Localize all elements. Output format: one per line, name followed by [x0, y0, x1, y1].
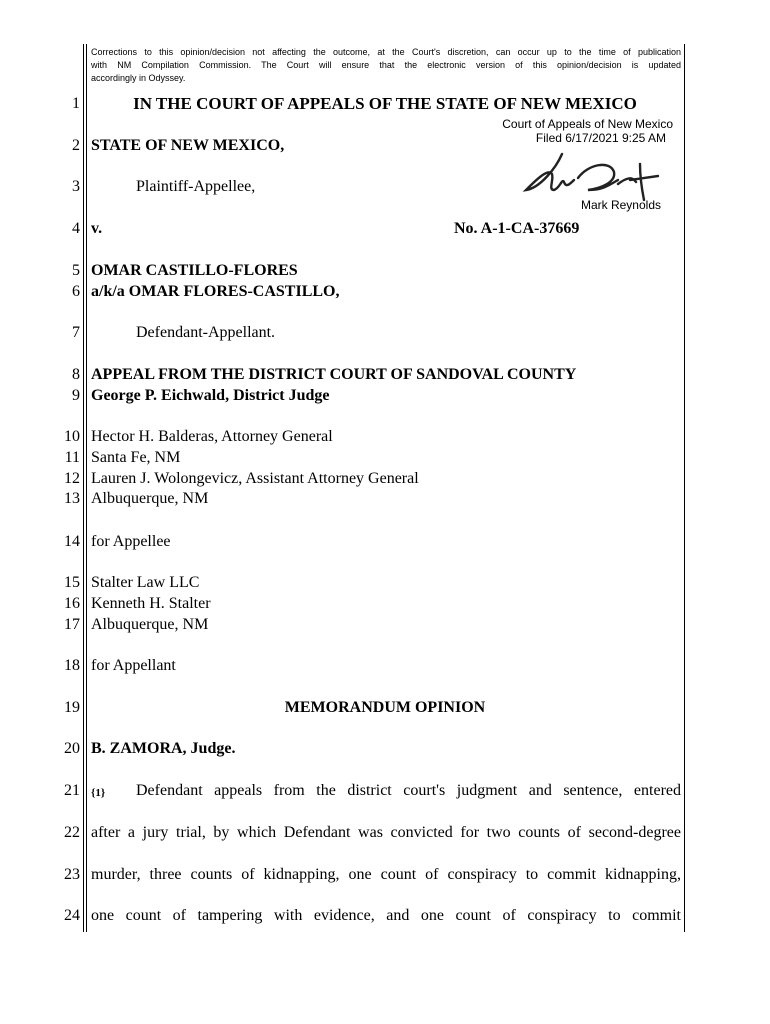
- line-number: 23: [64, 866, 80, 883]
- district-judge: George P. Eichwald, District Judge: [91, 387, 330, 404]
- court-title: IN THE COURT OF APPEALS OF THE STATE OF NEW MEXICO: [133, 94, 637, 113]
- opinion-text-line: one count of tampering with evidence, and one count of conspiracy to commit: [91, 907, 681, 924]
- line-number: 20: [64, 740, 80, 757]
- line-number: 21: [64, 782, 80, 799]
- line-number: 22: [64, 824, 80, 841]
- corrections-notice: [91, 46, 681, 85]
- appellant-counsel-line: Kenneth H. Stalter: [91, 595, 211, 612]
- line-number: 19: [64, 699, 80, 716]
- line-number: 16: [64, 595, 80, 612]
- plaintiff-role: Plaintiff-Appellee,: [136, 178, 256, 195]
- appellee-counsel-line: Santa Fe, NM: [91, 449, 181, 466]
- notice-line-3: accordingly in Odyssey.: [91, 73, 186, 83]
- line-number: 10: [64, 428, 80, 445]
- appellant-counsel-line: Stalter Law LLC: [91, 574, 200, 591]
- versus: v.: [91, 220, 103, 237]
- appeal-from: APPEAL FROM THE DISTRICT COURT OF SANDOVAL COUNTY: [91, 366, 577, 383]
- opinion-author: B. ZAMORA, Judge.: [91, 740, 236, 757]
- line-number: 14: [64, 533, 80, 550]
- for-appellee: for Appellee: [91, 533, 171, 550]
- appellant-counsel-line: Albuquerque, NM: [91, 616, 209, 633]
- line-number: 18: [64, 657, 80, 674]
- opinion-text-line: Defendant appeals from the district court's judgment and sentence, entered: [136, 782, 681, 799]
- line-number: 9: [72, 387, 80, 404]
- line-number: 15: [64, 574, 80, 591]
- appellee-counsel-line: Lauren J. Wolongevicz, Assistant Attorney General: [91, 470, 419, 487]
- case-number: No. A-1-CA-37669: [454, 220, 580, 237]
- margin-rule-left: [83, 44, 84, 932]
- line-number: 3: [72, 178, 80, 195]
- appellee-counsel-line: Hector H. Balderas, Attorney General: [91, 428, 333, 445]
- defendant-role: Defendant-Appellant.: [136, 324, 276, 341]
- notice-line-1: Corrections to this opinion/decision not affecting the outcome, at the Court's discretion, can occur up to the time of publication: [91, 47, 681, 57]
- notice-line-2: with NM Compilation Commission. The Court will ensure that the electronic version of this opinion/decision is updated: [91, 60, 681, 70]
- paragraph-marker: {1}: [91, 787, 106, 799]
- opinion-text-line: after a jury trial, by which Defendant was convicted for two counts of second-degree: [91, 824, 681, 841]
- line-number: 1: [72, 95, 80, 112]
- line-number: 7: [72, 324, 80, 341]
- margin-rule-left-inner: [86, 44, 87, 932]
- line-number: 12: [64, 470, 80, 487]
- line-number: 11: [64, 449, 80, 466]
- line-number: 13: [64, 490, 80, 507]
- defendant-name: OMAR CASTILLO-FLORES: [91, 262, 298, 279]
- plaintiff-name: STATE OF NEW MEXICO,: [91, 137, 285, 154]
- line-number: 24: [64, 907, 80, 924]
- filing-stamp-court: Court of Appeals of New Mexico: [502, 117, 673, 131]
- defendant-alias: a/k/a OMAR FLORES-CASTILLO,: [91, 283, 340, 300]
- clerk-signature: [518, 150, 668, 202]
- line-number: 5: [72, 262, 80, 279]
- line-number: 6: [72, 283, 80, 300]
- line-number: 8: [72, 366, 80, 383]
- appellee-counsel-line: Albuquerque, NM: [91, 490, 209, 507]
- opinion-text-line: murder, three counts of kidnapping, one count of conspiracy to commit kidnapping,: [91, 866, 681, 883]
- for-appellant: for Appellant: [91, 657, 176, 674]
- margin-rule-right: [684, 44, 685, 932]
- line-number: 2: [72, 137, 80, 154]
- line-number: 17: [64, 616, 80, 633]
- filing-stamp-date: Filed 6/17/2021 9:25 AM: [535, 131, 666, 145]
- line-number: 4: [72, 220, 80, 237]
- filing-stamp-clerk: Mark Reynolds: [580, 198, 661, 212]
- opinion-heading: MEMORANDUM OPINION: [284, 699, 486, 716]
